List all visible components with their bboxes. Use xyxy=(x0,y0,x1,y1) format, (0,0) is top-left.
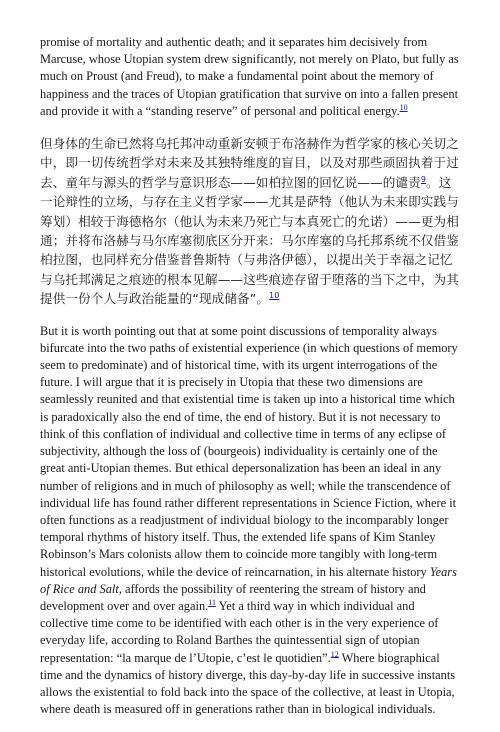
paragraph-3-text-d: Where biographical time and the dynamics of history diverge, this day-by-day life in successive instants allows the existential to fold back into the space of the collective, at least in Utopia, where death is measured off in generations rather than in biological individuals. xyxy=(40,650,456,717)
paragraph-3-text-a: But it is worth pointing out that at some point discussions of temporality always bifurcate into the two paths of existential experience (in which questions of memory seem to predominate) and of historical time, with its urgent interrogations of the future. I will argue that it is precisely in Utopia that these two dimensions are seamlessly reunited and that existential time is taken up into a historical time which is paradoxically also the end of time, the end of history. But it is not necessary to think of this conflation of individual and collective time in terms of any eclipse of subjectivity, although the loss of (bourgeois) individuality is certainly one of the great anti-Utopian themes. But ethical depersonalization has been an ideal in any number of religions and in much of philosophy as well; while the transcendence of individual life has found rather different representations in Science Fiction, where it often functions as a readjustment of individual biology to the incomparably longer temporal rhythms of history itself. Thus, the extended life spans of Kim Stanley Robinson’s Mars colonists allow them to coincide more tangibly with long-term historical evolutions, while the device of reincarnation, in his alternate history xyxy=(40,323,458,579)
paragraph-chinese-translation xyxy=(40,134,462,309)
paragraph-3-text-b: , affords the possibility of reentering the stream of history and development over and over again. xyxy=(40,581,426,613)
paragraph-3-text-c: Yet a third way in which individual and collective time come to be identified with each other is in the very experience of everyday life, according to Roland Barthes the quintessential sign of utopian representation: “la marque de l’Utopie, c’est le quotidien”. xyxy=(40,598,439,665)
document-page xyxy=(40,34,462,732)
footnote-link-9[interactable]: 9 xyxy=(420,174,427,184)
footnote-link-10-zh[interactable]: 10 xyxy=(269,291,280,301)
footnote-link-12[interactable]: 12 xyxy=(330,649,339,659)
footnote-link-11[interactable]: 11 xyxy=(208,597,216,607)
paragraph-2-text-b: 。这一论辩性的立场，与存在主义哲学家——尤其是萨特（他认为未来即实践与筹划）相较于海德格尔（他认为未来乃死亡与本真死亡的允诺）——更为相通；并将布洛赫与马尔库塞彻底区分开来：马尔库塞的乌托邦系统不仅借鉴柏拉图，也同样充分借鉴普鲁斯特（与弗洛伊德），以提出关于幸福之记忆与乌托邦满足之痕迹的根本见解——这些痕迹存留于堕落的当下之中，为其提供一份个人与政治能量的“现成储备”。 xyxy=(40,174,459,307)
book-title: Years of Rice and Salt xyxy=(40,564,457,596)
footnote-link-10[interactable]: 10 xyxy=(399,102,408,112)
paragraph-english-1 xyxy=(40,34,462,120)
paragraph-english-2 xyxy=(40,323,462,719)
paragraph-2-text-a: 但身体的生命已然将乌托邦冲动重新安顿于布洛赫作为哲学家的核心关切之中，即一切传统哲学对未来及其独特维度的盲目，以及对那些顽固执着于过去、童年与源头的哲学与意识形态——如柏拉图的回忆说——的谴责 xyxy=(40,136,459,190)
paragraph-1-text: promise of mortality and authentic death; and it separates him decisively from Marcuse, whose Utopian system drew significantly, not merely on Plato, but fully as much on Proust (and Freud), to make a fundamental point about the memory of happiness and the traces of Utopian gratification that survive on into a fallen present and provide it with a “standing reserve” of personal and political energy. xyxy=(40,35,459,118)
